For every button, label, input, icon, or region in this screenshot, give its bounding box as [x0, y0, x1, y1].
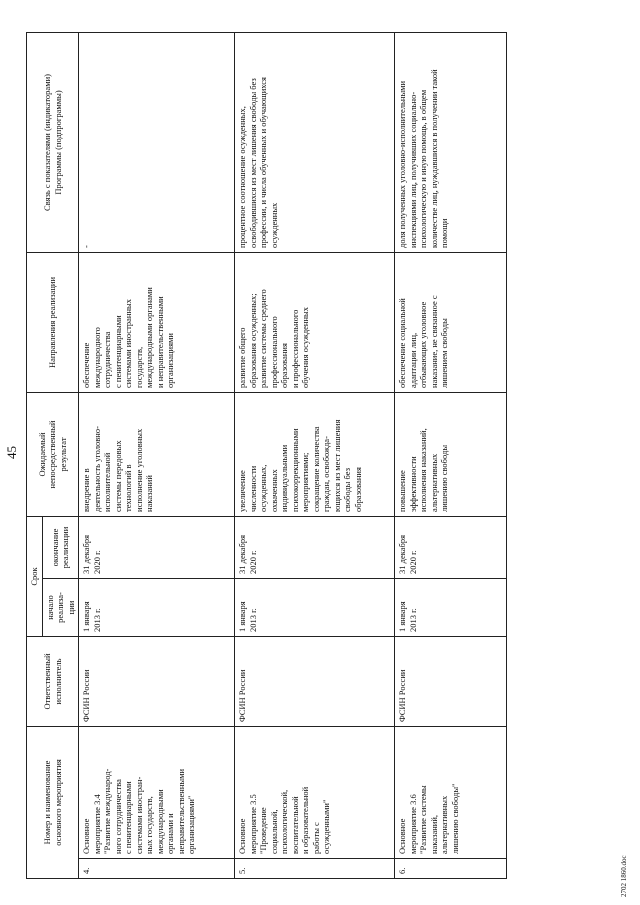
document-code: 2702 1860.doc — [620, 855, 628, 897]
end-date: 31 декабря 2020 г. — [395, 516, 507, 578]
row-number: 6. — [395, 859, 507, 879]
header-start: начало реализа- ции — [42, 578, 79, 636]
executor-cell: ФСИН России — [395, 636, 507, 726]
page-number: 45 — [4, 446, 19, 459]
measure-name: Основное мероприятие 3.6 "Развитие системы наказаний, альтернативных лишению свободы" — [395, 726, 507, 858]
implementation-directions: развитие общего образования осужденных; развитие системы среднего профессионального образования и профессионального обучения осужденных — [235, 252, 395, 392]
start-date: 1 января 2013 г. — [395, 578, 507, 636]
executor-cell: ФСИН России — [235, 636, 395, 726]
start-date: 1 января 2013 г. — [79, 578, 235, 636]
end-date: 31 декабря 2020 г. — [235, 516, 395, 578]
table-row — [395, 32, 507, 878]
indicator-link: - — [79, 32, 235, 252]
table-row — [235, 32, 395, 878]
executor-cell: ФСИН России — [79, 636, 235, 726]
measure-name: Основное мероприятие 3.4 "Развитие междунaрод- ного сотрудничества с пенитенциарными системами иностран- ных государств, международными органами и неправительственными организациями" — [79, 726, 235, 858]
header-row-1 — [27, 32, 43, 878]
header-directions: Направления реализации — [27, 252, 79, 392]
header-result: Ожидаемый непосредственный результат — [27, 392, 79, 516]
start-date: 1 января 2013 г. — [235, 578, 395, 636]
row-number: 4. — [79, 859, 235, 879]
implementation-directions: обеспечение международного сотрудничества с пенитенциарными системами иностранных государств, международными органами и неправительственными организациями — [79, 252, 235, 392]
expected-result: увеличение численности осужденных, охваченных индивидуальными психокоррекционными мероприятиями; сокращение количества граждан, освобожда- ющихся из мест лишения свободы без образования — [235, 392, 395, 516]
header-name: Номер и наименование основного мероприятия — [27, 726, 79, 878]
header-term: Срок — [27, 516, 43, 636]
header-link: Связь с показателями (индикаторами) Программы (подпрограммы) — [27, 32, 79, 252]
expected-result: внедрение в деятельность уголовно- исполнительной системы передовых технологий в исполнение уголовных наказаний — [79, 392, 235, 516]
header-end: окончание реализации — [42, 516, 79, 578]
header-executor: Ответственный исполнитель — [27, 636, 79, 726]
end-date: 31 декабря 2020 г. — [79, 516, 235, 578]
table-row — [79, 32, 235, 878]
indicator-link: доля полученных уголовно-исполнительными инспекциями лиц, получивших социально- психологическую и иную помощь, в общем количестве лиц, нуждавшихся в получении такой помощи — [395, 32, 507, 252]
row-number: 5. — [235, 859, 395, 879]
program-measures-table — [26, 32, 507, 879]
implementation-directions: обеспечение социальной адаптации лиц, отбывающих уголовное наказание, не связанное с лишением свободы — [395, 252, 507, 392]
indicator-link: процентное соотношение осужденных, освободившихся из мест лишения свободы без профессии, и числа обученных и обучающихся осужденных — [235, 32, 395, 252]
measure-name: Основное мероприятие 3.5 "Проведение социальной, психологической, воспитательной и образовательной работы с осужденными" — [235, 726, 395, 858]
expected-result: повышение эффективности исполнения наказаний, альтернативных лишению свободы — [395, 392, 507, 516]
